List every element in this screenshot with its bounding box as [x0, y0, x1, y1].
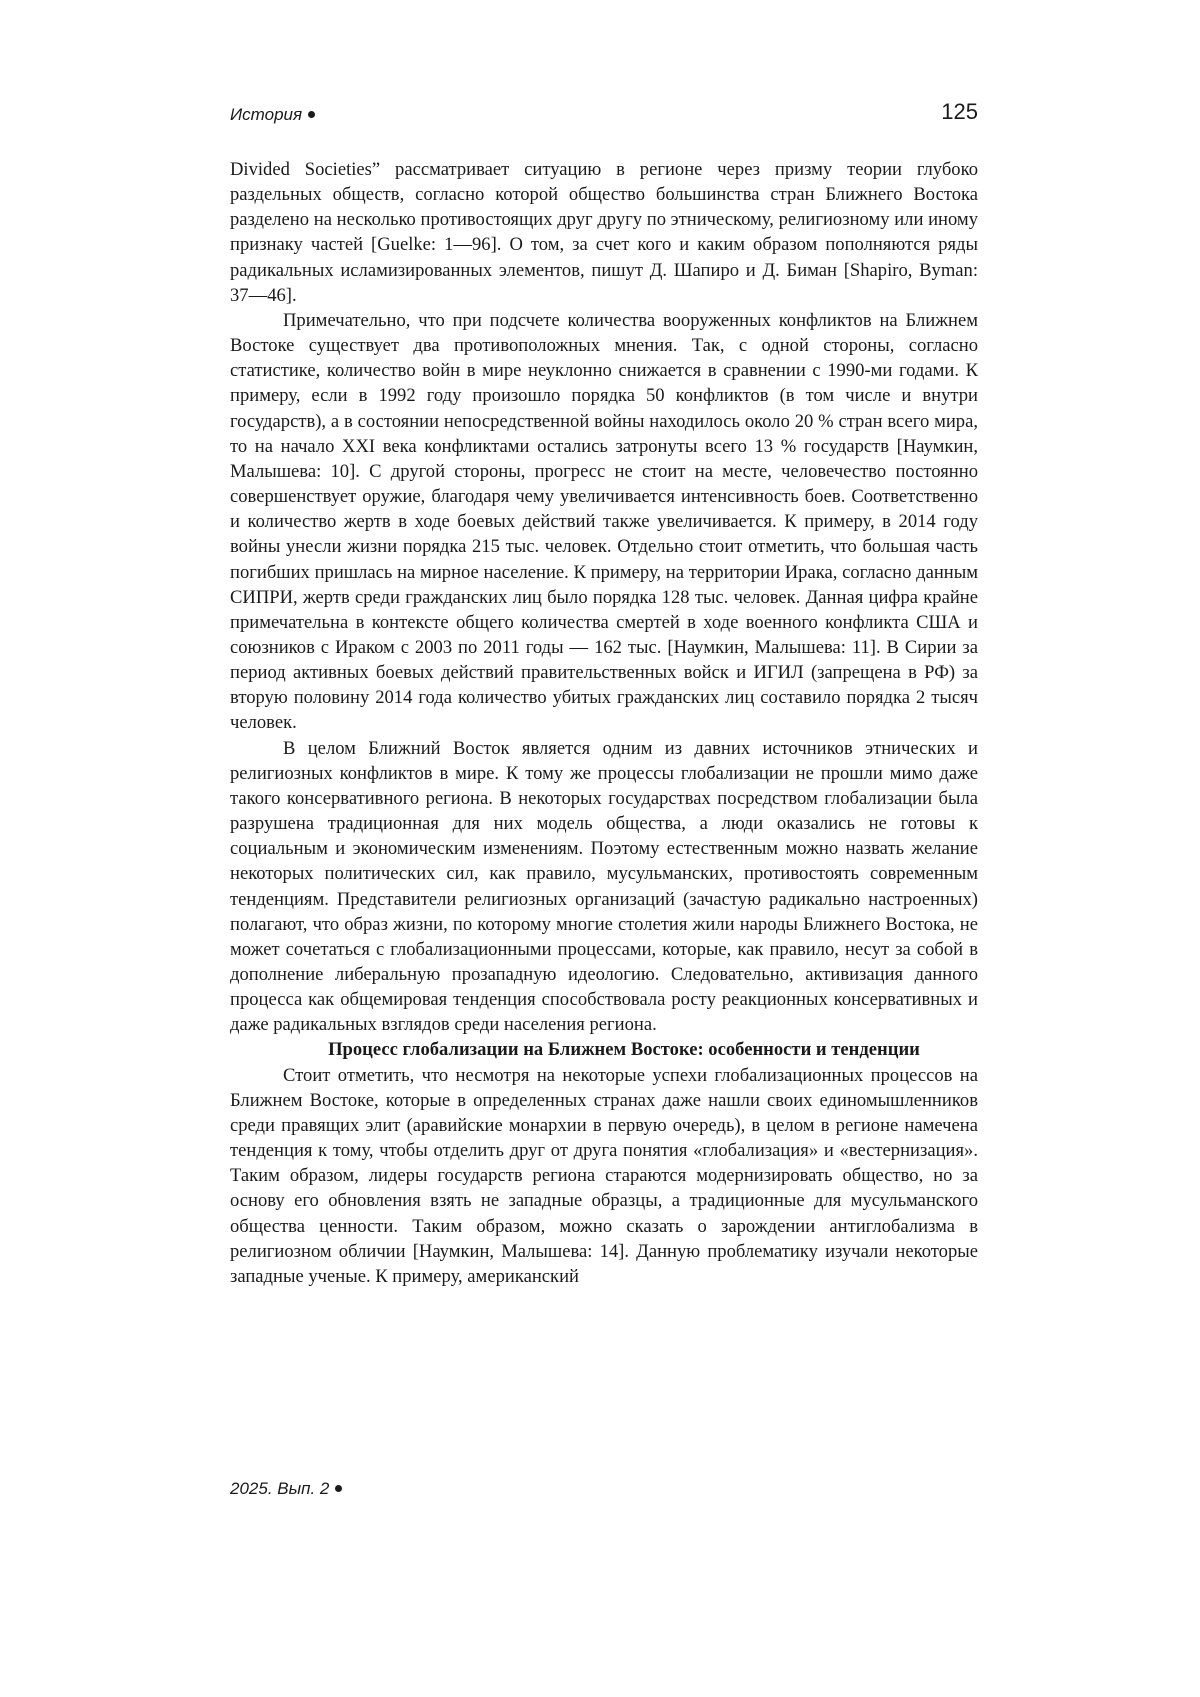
paragraph-globalization: Стоит отметить, что несмотря на некоторые успехи глобализационных процессов на Ближнем Востоке, которые в определенных странах даже нашли своих единомышленников среди правящих элит (аравийские монархии в первую очередь), в целом в регионе намечена тенденция к тому, чтобы отделить друг от друга понятия «глобализация» и «вестернизация». Таким образом, лидеры государств региона стараются модернизировать общество, но за основу его обновления взять не западные образцы, а традиционные для мусульманского общества ценности. Таким образом, можно сказать о зарождении антиглобализма в религиозном обличии [Наумкин, Малышева: 14]. Данную проблематику изучали некоторые западные ученые. К примеру, американский [230, 1064, 978, 1287]
bullet-icon [335, 1485, 342, 1492]
section-title: История [230, 105, 303, 124]
page-number: 125 [941, 99, 978, 124]
article-body [230, 157, 978, 1289]
running-head [230, 95, 978, 135]
section-heading: Процесс глобализации на Ближнем Востоке: особенности и тенденции [328, 1039, 920, 1061]
bullet-icon [308, 111, 315, 118]
issue-label: 2025. Вып. 2 [230, 1479, 330, 1498]
paragraph-continued: Divided Societies” рассматривает ситуацию в регионе через призму теории глубоко раздельных обществ, согласно которой общество большинства стран Ближнего Востока разделено на несколько противостоящих друг другу по этническому, религиозному или иному признаку частей [Guelke: 1—96]. О том, за счет кого и каким образом пополняются ряды радикальных исламизированных элементов, пишут Д. Шапиро и Д. Биман [Shapiro, Byman: 37—46]. [230, 159, 978, 306]
running-head-section [230, 105, 315, 125]
journal-page [230, 95, 978, 1655]
paragraph-armed-conflicts: Примечательно, что при подсчете количества вооруженных конфликтов на Ближнем Востоке существует два противоположных мнения. Так, с одной стороны, согласно статистике, количество войн в мире неуклонно снижается в сравнении с 1990-ми годами. К примеру, если в 1992 году произошло порядка 50 конфликтов (в том числе и внутри государств), а в состоянии непосредственной войны находилось около 20 % стран всего мира, то на начало XXI века конфликтами остались затронуты всего 13 % государств [Наумкин, Малышева: 10]. С другой стороны, прогресс не стоит на месте, человечество постоянно совершенствует оружие, благодаря чему увеличивается интенсивность боев. Соответственно и количество жертв в ходе боевых действий также увеличивается. К примеру, в 2014 году войны унесли жизни порядка 215 тыс. человек. Отдельно стоит отметить, что большая часть погибших пришлась на мирное население. К примеру, на территории Ирака, согласно данным СИПРИ, жертв среди гражданских лиц было порядка 128 тыс. человек. Данная цифра крайне примечательна в контексте общего количества смертей в ходе военного конфликта США и союзников с Ираком с 2003 по 2011 годы — 162 тыс. [Наумкин, Малышева: 11]. В Сирии за период активных боевых действий правительственных войск и ИГИЛ (запрещена в РФ) за вторую половину 2014 года количество убитых гражданских лиц составило порядка 2 тысяч человек. [230, 309, 978, 734]
paragraph-middle-east-conflicts: В целом Ближний Восток является одним из давних источников этнических и религиозных конфликтов в мире. К тому же процессы глобализации не прошли мимо даже такого консервативного региона. В некоторых государствах посредством глобализации была разрушена традиционная для них модель общества, а люди оказались не готовы к социальным и экономическим изменениям. Поэтому естественным можно назвать желание некоторых политических сил, как правило, мусульманских, противостоять современным тенденциям. Представители религиозных организаций (зачастую радикально настроенных) полагают, что образ жизни, по которому многие столетия жили народы Ближнего Востока, не может сочетаться с глобализационными процессами, которые, как правило, несут за собой в дополнение либеральную прозападную идеологию. Следовательно, активизация данного процесса как общемировая тенденция способствовала росту реакционных консервативных и даже радикальных взглядов среди населения региона. [230, 737, 978, 1036]
page-footer [230, 1479, 342, 1499]
